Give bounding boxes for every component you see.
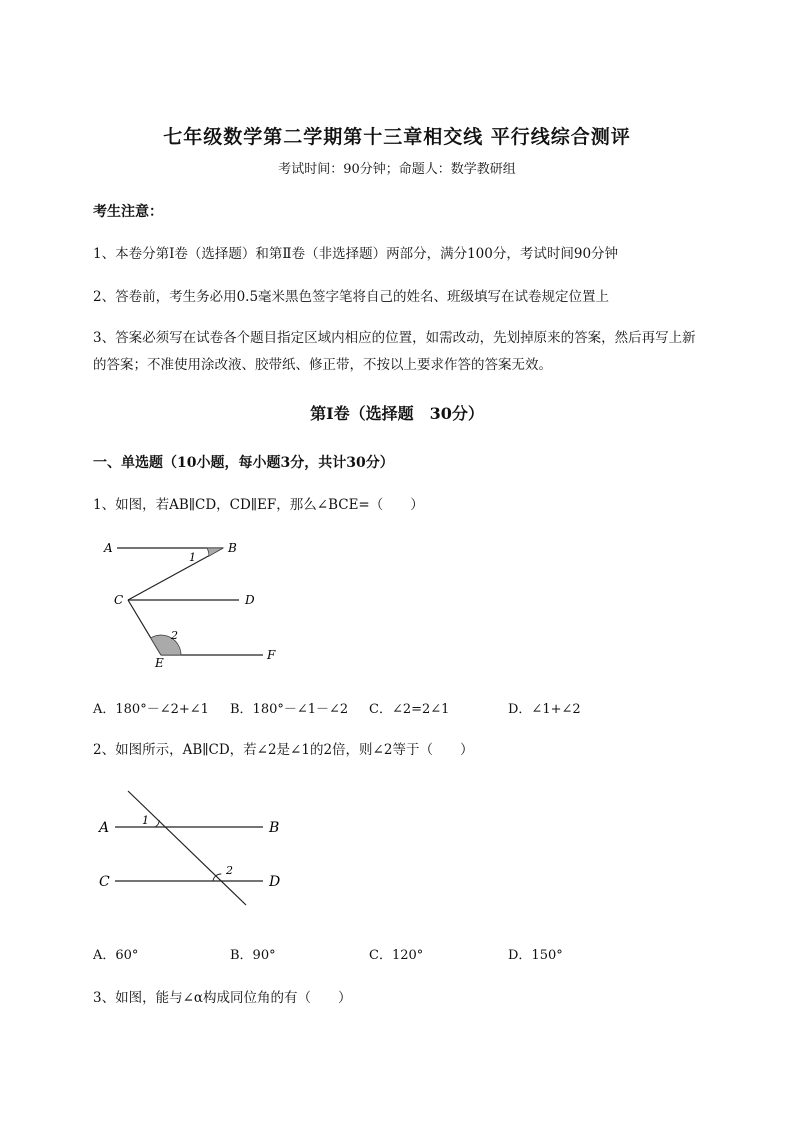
question-2-stem: 2、如图所示，AB∥CD，若∠2是∠1的2倍，则∠2等于（ ） [93,742,474,758]
question-2-option-b: B．90° [230,948,276,963]
question-3-stem: 3、如图，能与∠α构成同位角的有（ ） [93,990,352,1006]
angle-1-marker [207,548,223,556]
label-a: A [99,820,110,836]
label-c: C [99,874,110,890]
label-angle-2: 2 [226,864,233,877]
question-1-option-d: D．∠1+∠2 [508,702,581,717]
question-1-figure [95,530,295,675]
notice-item-3-continued: 的答案；不准使用涂改液、胶带纸、修正带，不按以上要求作答的答案无效。 [93,357,552,373]
part-heading: 一、单选题（10小题，每小题3分，共计30分） [93,455,394,471]
question-1-stem: 1、如图，若AB∥CD，CD∥EF，那么∠BCE=（ ） [93,497,424,513]
question-1-option-a: A．180°－∠2+∠1 [93,702,209,717]
page-subtitle: 考试时间：90分钟；命题人：数学教研组 [278,162,516,177]
label-d: D [245,593,255,607]
label-angle-2: 2 [171,629,178,642]
label-b: B [269,820,280,836]
question-1-option-b: B．180°－∠1－∠2 [230,702,349,717]
label-angle-1: 1 [189,551,196,564]
label-a: A [104,541,113,555]
question-2-option-a: A．60° [93,948,139,963]
label-f: F [267,648,276,662]
label-d: D [269,874,281,890]
label-e: E [155,656,164,670]
notice-item-2: 2、答卷前，考生务必用0.5毫米黑色签字笔将自己的姓名、班级填写在试卷规定位置上 [93,289,610,305]
label-b: B [228,541,237,555]
question-2-figure [93,785,303,910]
question-2-option-d: D．150° [508,948,563,963]
question-2-option-c: C．120° [369,948,424,963]
notice-item-3: 3、答案必须写在试卷各个题目指定区域内相应的位置，如需改动，先划掉原来的答案，然后再写上新 [93,330,696,346]
label-c: C [114,593,124,607]
notice-heading: 考生注意： [93,204,163,220]
transversal [128,791,246,905]
page-title: 七年级数学第二学期第十三章相交线 平行线综合测评 [163,126,631,148]
label-angle-1: 1 [142,814,149,827]
section-title: 第Ⅰ卷（选择题 30分） [310,404,484,423]
notice-item-1: 1、本卷分第Ⅰ卷（选择题）和第Ⅱ卷（非选择题）两部分，满分100分，考试时间90分钟 [93,246,619,262]
question-1-option-c: C．∠2=2∠1 [369,702,450,717]
